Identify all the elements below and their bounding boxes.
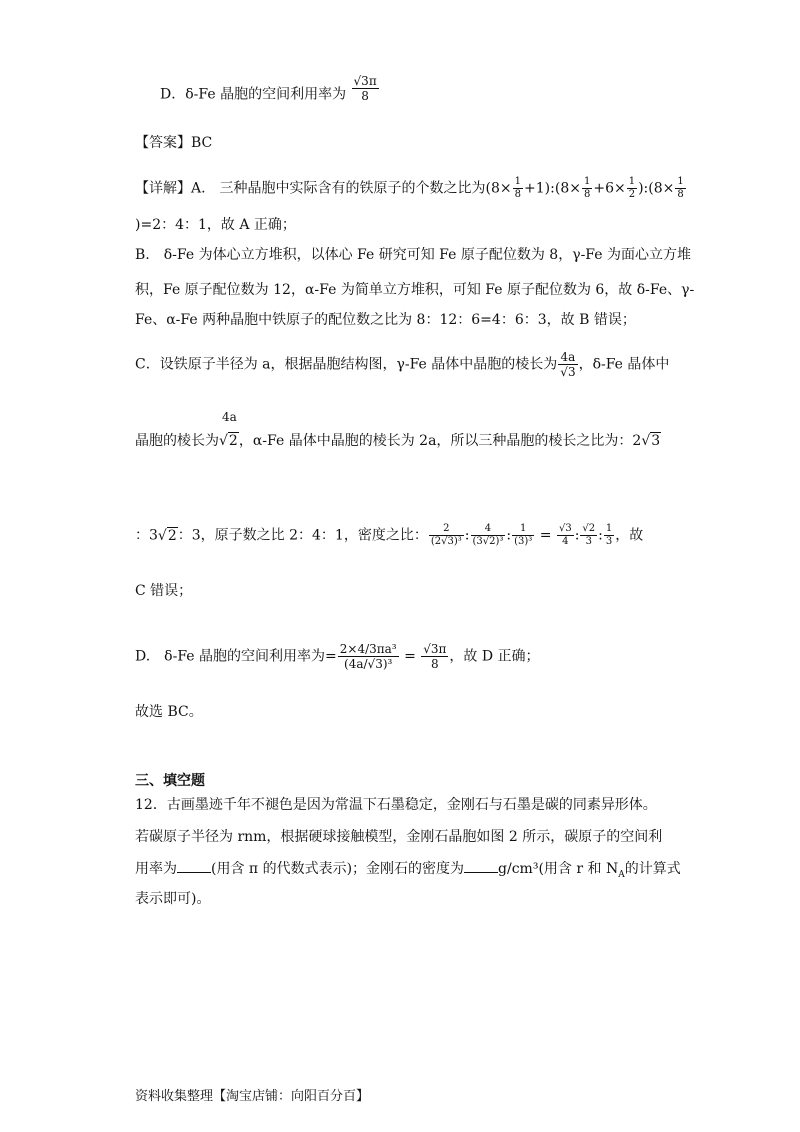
ratio-fraction-3: $\frac{1}{3}$ xyxy=(605,523,613,547)
detail-line-2: )=2：4：1，故 A 正确； xyxy=(135,217,296,233)
space-utilization-fraction: $\frac{\text{2×4/3πa³}}{\text{(4a/√3)³}}$ xyxy=(339,642,397,671)
sqrt-two: √2 xyxy=(157,527,177,544)
sqrt-three: √3 xyxy=(641,433,661,449)
q12-line-1: 12．古画墨迹千年不褪色是因为常温下石墨稳定，金刚石与石墨是碳的同素异形体。 xyxy=(135,797,657,813)
detail-c-3: ：3√2：3，原子数之比 2：4：1，密度之比： $\frac{2}{\text{(2√3)³}}$ : $\frac{4}{\text{(3√2)³}}$ : $\frac{1}{\text{(3)³}}$ = $\frac{√3}{4}$ : $\frac{√2}{3}$ : $\frac{1}{3}$ ，故 xyxy=(135,523,644,547)
ratio-fraction-2: $\frac{√2}{3}$ xyxy=(582,523,596,547)
answer-line: 【答案】BC xyxy=(135,135,213,151)
detail-c-1: C．设铁原子半径为 a，根据晶胞结构图，γ-Fe 晶体中晶胞的棱长为 $\frac{4a}{√3}$ ，δ-Fe 晶体中 xyxy=(135,350,670,379)
answer-blank-1[interactable] xyxy=(177,860,211,873)
ratio-fraction-1: $\frac{√3}{4}$ xyxy=(558,523,572,547)
option-d-fraction: $\frac{√3\pi}{8}$ xyxy=(353,74,377,103)
conclusion: 故选 BC。 xyxy=(135,704,203,720)
fraction-one-eighth: $\frac{1}{8}$ xyxy=(514,176,522,200)
detail-d: D. δ-Fe 晶胞的空间利用率为= $\frac{\text{2×4/3πa³}}{\text{(4a/√3)³}}$ = $\frac{√3\pi}{8}$ ，故 D 正确； xyxy=(135,642,540,671)
density-fraction-3: $\frac{1}{\text{(3)³}}$ xyxy=(514,523,533,547)
answer-blank-2[interactable] xyxy=(464,860,498,873)
detail-c-4: C 错误； xyxy=(135,583,193,599)
detail-b-2: 积，Fe 原子配位数为 12，α-Fe 为简单立方堆积，可知 Fe 原子配位数为 6，故 δ-Fe、γ- xyxy=(135,282,695,298)
detail-b-1: B. δ-Fe 为体心立方堆积，以体心 Fe 研究可知 Fe 原子配位数为 8，γ-Fe 为面心立方堆 xyxy=(135,247,691,263)
density-fraction-2: $\frac{4}{\text{(3√2)³}}$ xyxy=(472,523,504,547)
q12-line-3: 用率为 (用含 π 的代数式表示)；金刚石的密度为 g/cm³(用含 r 和 $N_A$的计算式 xyxy=(135,861,681,880)
detail-line-1: 【详解】A. 三种晶胞中实际含有的铁原子的个数之比为(8× $\frac{1}{8}$ +1):(8× $\frac{1}{8}$ +6× $\frac{1}{2}$ ):(8× $\frac{1}{8}$ xyxy=(135,176,684,200)
q12-line-4: 表示即可)。 xyxy=(135,891,211,907)
option-d-text: D．δ-Fe 晶胞的空间利用率为 xyxy=(160,86,347,103)
page-footer: 资料收集整理【淘宝店铺：向阳百分百】 xyxy=(135,1089,370,1104)
sqrt-two: √2 xyxy=(219,433,238,449)
detail-b-3: Fe、α-Fe 两种晶胞中铁原子的配位数之比为 8：12：6=4：6：3，故 B 错误； xyxy=(135,312,636,328)
space-utilization-result: $\frac{√3\pi}{8}$ xyxy=(423,642,447,671)
section-title: 三、填空题 xyxy=(135,773,205,789)
edge-numerator-delta: 4a xyxy=(222,410,237,424)
edge-fraction-gamma: $\frac{4a}{√3}$ xyxy=(560,350,576,379)
fraction-one-eighth: $\frac{1}{8}$ xyxy=(583,176,591,200)
fraction-one-half: $\frac{1}{2}$ xyxy=(628,176,636,200)
fraction-one-eighth: $\frac{1}{8}$ xyxy=(677,176,684,200)
detail-c-2: 晶胞的棱长为√2，α-Fe 晶体中晶胞的棱长为 2a，所以三种晶胞的棱长之比为：2√3 xyxy=(135,433,661,449)
option-d xyxy=(160,74,380,109)
density-fraction-1: $\frac{2}{\text{(2√3)³}}$ xyxy=(430,523,462,547)
q12-line-2: 若碳原子半径为 rnm，根据硬球接触模型，金刚石晶胞如图 2 所示，碳原子的空间利 xyxy=(135,829,663,845)
